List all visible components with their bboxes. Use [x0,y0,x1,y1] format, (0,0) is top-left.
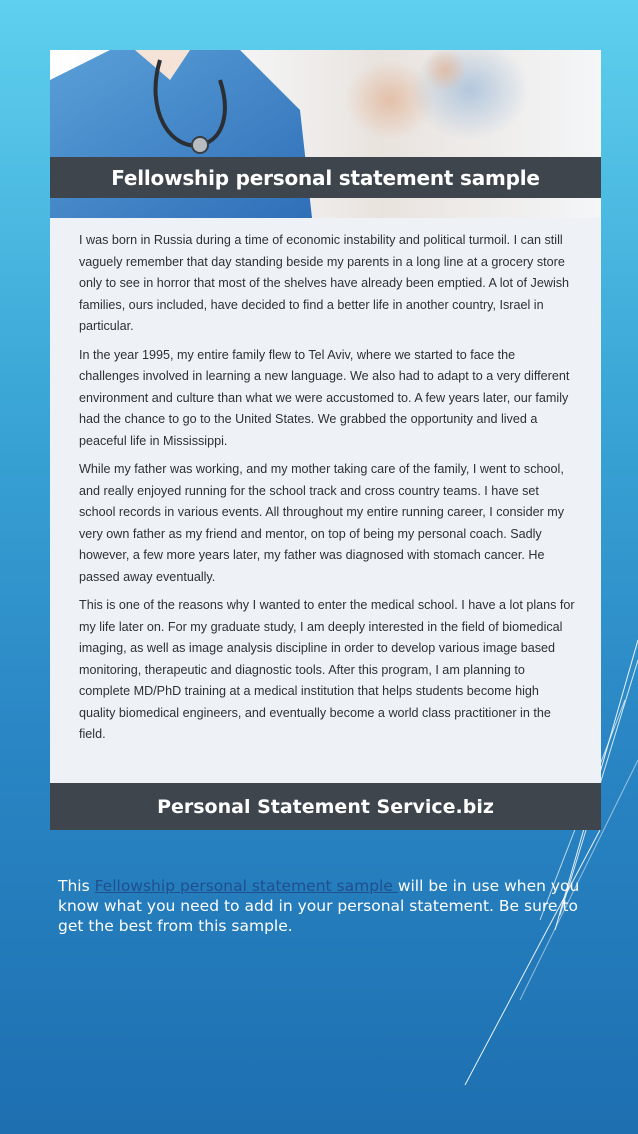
hero-image [50,50,601,218]
sample-link[interactable]: Fellowship personal statement sample [94,877,398,895]
brand-name: Personal Statement Service.biz [157,795,494,818]
caption-text [58,876,588,936]
paragraph: In the year 1995, my entire family flew to Tel Aviv, where we started to face the challenges involved in learning a new language. We also had to adapt to a very different environment and culture than what we were accustomed to. A few years later, our family had the chance to go to the United States. We grabbed the opportunity and lived a peaceful life in Mississippi. [79,347,570,448]
paragraph: While my father was working, and my mother taking care of the family, I went to school, and really enjoyed running for the school track and cross country teams. I have set school records in various events. All throughout my entire running career, I consider my very own father as my friend and mentor, on top of being my personal coach. Sadly however, a few more years later, my father was diagnosed with stomach cancer. He passed away eventually. [79,462,565,584]
footer-band [50,783,601,830]
caption-before: This [58,877,95,895]
caption-after: will be in use when you know what you need to add in your personal statement. Be sure to get the best from this sample. [58,877,580,935]
card-title: Fellowship personal statement sample [111,165,540,190]
paragraph: I was born in Russia during a time of economic instability and political turmoil. I can still vaguely remember that day standing beside my parents in a long line at a grocery store only to see in horror that most of the shelves have already been emptied. A lot of Jewish families, ours included, have decided to find a better life in another country, Israel in particular. [79,233,570,333]
paragraph: This is one of the reasons why I wanted to enter the medical school. I have a lot plans for my life later on. For my graduate study, I am deeply interested in the field of biomedical imaging, as well as image analysis discipline in order to develop various image based monitoring, therapeutic and diagnostic tools. After this program, I am planning to complete MD/PhD training at a medical institution that helps students become high quality biomedical engineers, and eventually become a world class practitioner in the field. [79,598,575,741]
statement-text [79,230,576,753]
sample-card [50,50,601,830]
title-band [50,157,601,198]
